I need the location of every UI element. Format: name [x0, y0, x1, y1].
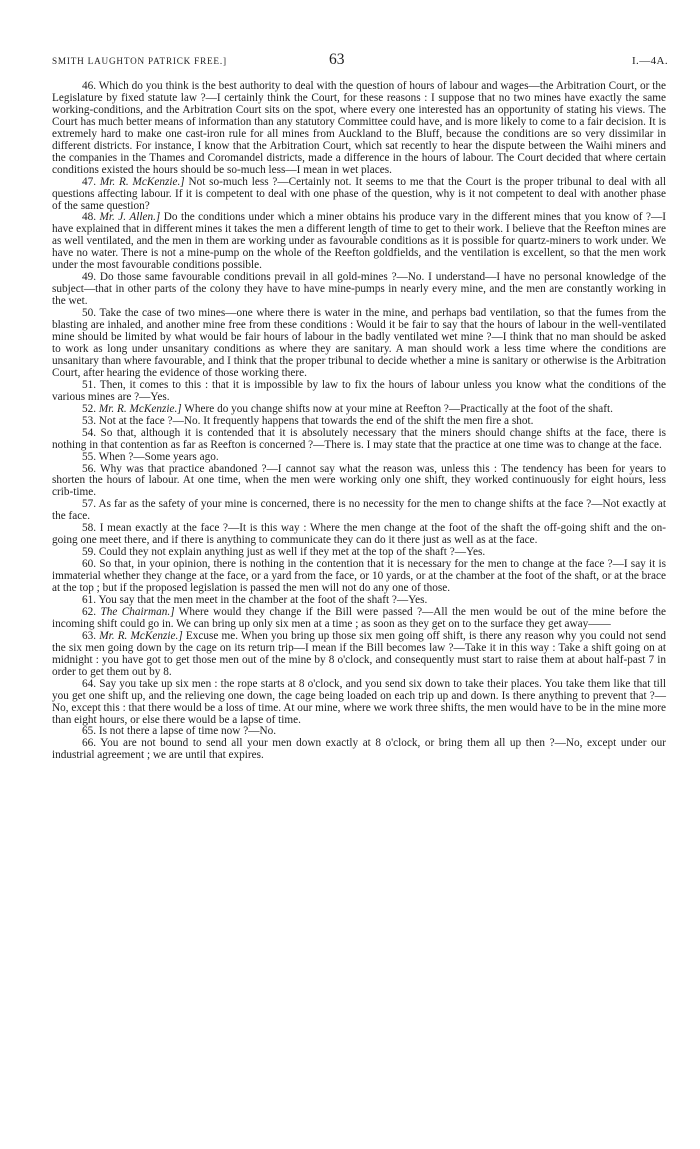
question-paragraph — [52, 81, 666, 177]
question-answer-text: Say you take up six men : the rope starts at 8 o'clock, and you send six down to take their places. You take them like that till you get one shift up, and the relieving one down, the cage being loaded on each trip up and down. Is there anything to prevent that ?—No, except this : that there would be a loss of time. At our mine, where we work three shifts, the men would have to be in the mine more than eight hours, or else there would be a lapse of time. — [52, 677, 666, 726]
question-answer-text: When ?—Some years ago. — [98, 450, 219, 463]
question-paragraph — [52, 464, 666, 500]
question-number: 63. — [82, 629, 97, 642]
question-number: 56. — [82, 462, 97, 475]
question-number: 62. — [82, 605, 97, 618]
question-answer-text: As far as the safety of your mine is concerned, there is no necessity for the men to change shifts at the face ?—Not exactly at the face. — [52, 498, 666, 523]
question-number: 48. — [82, 211, 97, 224]
page-number: 63 — [329, 51, 345, 68]
witness-names: SMITH LAUGHTON PATRICK FREE.] — [52, 56, 227, 66]
question-number: 49. — [82, 271, 97, 284]
question-number: 55. — [82, 450, 97, 463]
question-answer-text: Where would they change if the Bill were passed ?—All the men would be out of the mine before the incoming shift could go in. We can bring up only six men at a time ; as soon as they get on to the surface they get away—— — [52, 605, 667, 630]
question-answer-text: Do those same favourable conditions prevail in all gold-mines ?—No. I understand—I have no personal knowledge of the subject—that in other parts of the colony they have to have mine-pumps in nearly every mine, and the men are constantly working in the wet. — [52, 271, 667, 308]
question-paragraph — [52, 499, 666, 523]
question-number: 50. — [82, 307, 97, 320]
question-answer-text: Then, it comes to this : that it is impossible by law to fix the hours of labour unless you know what the conditions of the various mines are ?—Yes. — [52, 378, 667, 403]
question-answer-text: Not at the face ?—No. It frequently happens that towards the end of the shift the men fire a shot. — [98, 414, 534, 427]
question-number: 51. — [82, 378, 97, 391]
question-answer-text: Excuse me. When you bring up those six men going off shift, is there any reason why you could not send the six men going down by the cage on its return trip—I mean if the Bill becomes law ?—Take it in this way : Take a shift going on at midnight : you have got to get those men out of the mine by 8 o'clock, and consequently must start to raise them at about half-past 7 in order to get them out by 8. — [52, 629, 666, 678]
question-number: 65. — [82, 725, 97, 738]
question-number: 61. — [82, 593, 97, 606]
speaker-name: Mr. R. McKenzie.] — [99, 629, 183, 642]
question-paragraph — [52, 607, 666, 631]
question-answer-text: Is not there a lapse of time now ?—No. — [98, 725, 277, 738]
question-paragraph — [52, 559, 666, 595]
question-number: 53. — [82, 414, 97, 427]
question-number: 54. — [82, 426, 97, 439]
question-paragraph — [52, 679, 666, 727]
question-answer-text: So that, although it is contended that it is absolutely necessary that the miners should change shifts at the face, there is nothing in that contention as far as Reefton is concerned ?—There is. I may state that the practice at one time was to change at the face. — [52, 426, 666, 451]
question-paragraph — [52, 428, 666, 452]
question-number: 66. — [82, 737, 97, 750]
question-number: 47. — [82, 175, 97, 188]
question-paragraph — [52, 523, 666, 547]
question-number: 58. — [82, 522, 97, 535]
question-paragraph — [52, 272, 666, 308]
speaker-name: Mr. R. McKenzie.] — [98, 402, 182, 415]
question-answer-text: Take the case of two mines—one where there is water in the mine, and perhaps bad ventilation, so that the fumes from the blasting are inhaled, and another mine free from these conditions : Would it be fair to say that the hours of labour in the well-ventilated mine should be limited by what would be fair hours of labour in the badly ventilated wet mine ?—I think that no man should be asked to work as long under unsanitary conditions as where they are sanitary. A man should work a less time where the conditions are unsanitary than where favourable, and I think that the proper tribunal to decide whether a mine is sanitary or otherwise is the Arbitration Court, after hearing the evidence of those working there. — [52, 307, 667, 379]
question-answer-text: You say that the men meet in the chamber at the foot of the shaft ?—Yes. — [98, 593, 428, 606]
question-number: 59. — [82, 546, 97, 559]
paper-reference: I.—4A. — [631, 55, 668, 67]
question-paragraph — [52, 212, 666, 272]
speaker-name: Mr. J. Allen.] — [99, 211, 161, 224]
speaker-name: The Chairman.] — [100, 605, 175, 618]
question-paragraph — [52, 308, 666, 380]
question-paragraph — [52, 631, 666, 679]
question-answer-text: So that, in your opinion, there is nothing in the contention that it is necessary for the men to change at the face ?—I say it is immaterial whether they change at the face, or a yard from the face, or 10 yards, or at the chamber at the foot of the shaft, or at the brace at the top ; but if the proposed legislation is passed the men will not do any one of those. — [52, 558, 667, 595]
testimony-body — [52, 81, 666, 762]
question-answer-text: Where do you change shifts now at your mine at Reefton ?—Practically at the foot of the shaft. — [184, 402, 613, 415]
question-answer-text: You are not bound to send all your men down exactly at 8 o'clock, or bring them all up then ?—No, except under our industrial agreement ; we are until that expires. — [52, 737, 666, 762]
question-answer-text: Do the conditions under which a miner obtains his produce vary in the different mines that you know of ?—I have explained that in different mines it takes the men a different length of time to get to their work. I believe that the Reefton mines are as well ventilated, and the men in them are working under as favourable conditions as it is possible for quartz-miners to work under. We have no water. There is not a mine-pump on the whole of the Reefton goldfields, and the ventilation is excellent, so that the men work under the most favourable conditions possible. — [52, 211, 667, 272]
speaker-name: Mr. R. McKenzie.] — [99, 175, 185, 188]
question-answer-text: Not so-much less ?—Certainly not. It seems to me that the Court is the proper tribunal to deal with all questions affecting labour. If it is competent to deal with one phase of the question, why is it not competent to deal with another phase of the same question? — [52, 175, 666, 212]
question-paragraph — [52, 738, 666, 762]
question-paragraph — [52, 380, 666, 404]
question-number: 64. — [82, 677, 97, 690]
question-number: 60. — [82, 558, 97, 571]
page-header — [52, 50, 668, 72]
question-number: 46. — [82, 80, 97, 92]
question-answer-text: Why was that practice abandoned ?—I cannot say what the reason was, unless this : The tendency has been for years to shorten the hours of labour. At one time, when the men were working only one shift, they worked continuously for eight hours, less crib-time. — [52, 462, 666, 499]
question-number: 57. — [82, 498, 97, 511]
question-number: 52. — [82, 402, 97, 415]
question-answer-text: Could they not explain anything just as well if they met at the top of the shaft ?—Yes. — [98, 546, 486, 559]
question-answer-text: I mean exactly at the face ?—It is this way : Where the men change at the foot of the shaft the off-going shift and the on-going one meet there, and if there is anything to communicate they can do it there just as well as at the face. — [52, 522, 666, 547]
question-answer-text: Which do you think is the best authority to deal with the question of hours of labour and wages—the Arbitration Court, or the Legislature by fixed statute law ?—I certainly think the Court, for these reasons : I suppose that no two mines have exactly the same working-conditions, and the Arbitration Court sits on the spot, where every one interested has an opportunity of stating his views. The Court has much better means of information than any statutory Committee could have, and is more likely to come to a fair decision. It is extremely hard to make one cast-iron rule for all mines from Auckland to the Bluff, because the conditions are so very dissimilar in different districts. For instance, I know that the Arbitration Court, which sat recently to hear the dispute between the Waihi miners and the companies in the Thames and Coromandel districts, made a difference in the hours of labour. The Court decided that where certain conditions existed the hours should be so-much less—I mean in wet places. — [52, 80, 666, 176]
question-paragraph — [52, 177, 666, 213]
